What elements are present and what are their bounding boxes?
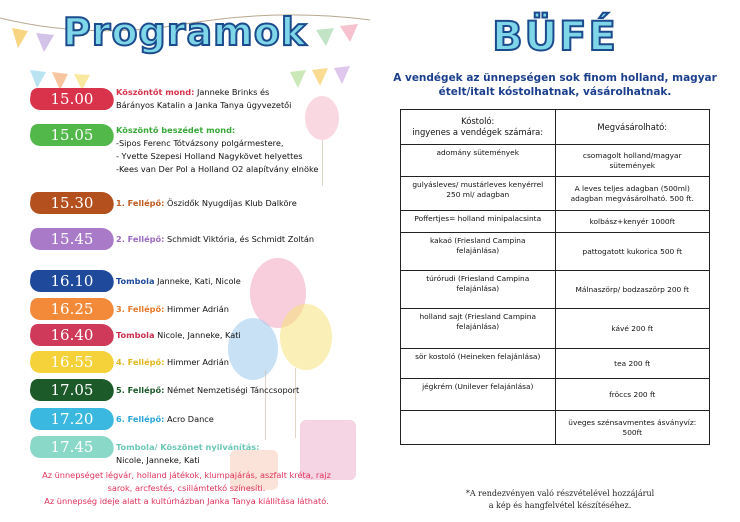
schedule-detail: Janneke Brinks és: [194, 87, 270, 97]
schedule-detail: Öszidők Nyugdíjas Klub Dalköre: [164, 198, 297, 208]
schedule-detail: Himmer Adrián: [164, 357, 229, 367]
schedule-text: [116, 356, 229, 369]
schedule-text: [116, 441, 259, 467]
buffet-subtitle: [390, 71, 720, 99]
table-row: [401, 211, 710, 233]
balloon-string: [295, 368, 296, 438]
time-badge: [28, 324, 115, 346]
schedule-label: 6. Fellépő:: [116, 414, 165, 424]
schedule-detail: -Kees van Der Pol a Holland O2 alapítvány elnöke: [116, 164, 319, 174]
purchasable-cell: fröccs 200 ft: [555, 379, 710, 411]
tasting-cell: túrórudi (Friesland Campina felajánlása): [401, 271, 556, 309]
time-badge: [28, 298, 115, 320]
schedule-label: Tombola/ Köszönet nyilvánítás:: [116, 442, 260, 452]
tasting-cell: [401, 411, 556, 445]
table-row: [401, 145, 710, 177]
time-badge: [28, 192, 115, 214]
time-badge: [28, 228, 115, 250]
footnote-line: *A rendezvényen való részvételével hozzájárul: [465, 489, 655, 498]
purchasable-cell: pattogatott kukorica 500 ft: [555, 233, 710, 271]
balloon-decoration: [280, 304, 332, 370]
schedule-detail: -Sipos Ferenc Tótvázsony polgármestere,: [116, 138, 284, 148]
time-label: 16.10: [50, 272, 94, 290]
purchasable-cell: tea 200 ft: [555, 349, 710, 379]
table-row: [401, 379, 710, 411]
purchasable-cell: csomagolt holland/magyar sütemények: [555, 145, 710, 177]
schedule-label: 3. Fellépő:: [116, 304, 165, 314]
schedule-label: Tombola: [116, 276, 155, 286]
purchasable-cell: kolbász+kenyér 1000ft: [555, 211, 710, 233]
balloon-string: [322, 140, 323, 186]
time-badge: [28, 379, 115, 401]
schedule-detail: Nicole, Janneke, Kati: [116, 455, 200, 465]
schedule-label: Köszöntőt mond:: [116, 87, 195, 97]
schedule-detail: Nicole, Janneke, Kati: [154, 330, 241, 340]
balloon-decoration: [228, 318, 278, 380]
schedule-label: Köszöntő beszédet mond:: [116, 125, 236, 135]
note-line: sarok, arcfestés, csillámtetkó színesíti.: [107, 483, 266, 493]
schedule-detail: Acro Dance: [164, 414, 214, 424]
time-label: 15.00: [50, 90, 94, 108]
schedule-detail: Schmidt Viktória, és Schmidt Zoltán: [164, 234, 315, 244]
schedule-text: [116, 86, 291, 112]
time-label: 17.20: [50, 410, 94, 428]
time-label: 17.05: [50, 381, 94, 399]
schedule-label: 2. Fellépő:: [116, 234, 165, 244]
time-badge: [28, 351, 115, 373]
purchasable-cell: üveges szénsavmentes ásványvíz: 500ft: [555, 411, 710, 445]
time-label: 15.45: [50, 230, 94, 248]
table-header-row: [401, 110, 710, 145]
table-row: [401, 349, 710, 379]
table-row: [401, 309, 710, 349]
time-label: 15.30: [50, 194, 94, 212]
tasting-cell: kakaó (Friesland Campina felajánlása): [401, 233, 556, 271]
schedule-detail: Német Nemzetiségi Tánccsoport: [164, 385, 300, 395]
time-badge: [28, 124, 115, 146]
time-label: 16.25: [50, 300, 94, 318]
time-badge: [28, 408, 115, 430]
schedule-text: [116, 413, 214, 426]
table-row: [401, 233, 710, 271]
note-line: Az ünnepség ideje alatt a kultúrházban Janka Tanya kiállítása látható.: [44, 496, 329, 506]
schedule-label: 5. Fellépő:: [116, 385, 165, 395]
schedule-text: [116, 233, 314, 246]
buffet-table: [400, 109, 710, 445]
time-label: 16.40: [50, 326, 94, 344]
schedule-text: [116, 303, 229, 316]
footnote-line: a kép és hangfelvétel készítéséhez.: [488, 501, 632, 510]
tasting-cell: gulyásleves/ mustárleves kenyérrel 250 ml/ adagban: [401, 177, 556, 211]
time-label: 15.05: [50, 126, 94, 144]
schedule-detail: Janneke, Kati, Nicole: [154, 276, 241, 286]
purchasable-cell: kávé 200 ft: [555, 309, 710, 349]
tasting-cell: adomány sütemények: [401, 145, 556, 177]
table-row: [401, 177, 710, 211]
tasting-cell: holland sajt (Friesland Campina felajánlása): [401, 309, 556, 349]
subtitle-line: ételt/italt kóstolhatnak, vásárolhatnak.: [438, 86, 672, 98]
tasting-cell: Poffertjes= holland minipalacsinta: [401, 211, 556, 233]
balloon-string: [265, 370, 266, 440]
schedule-label: 1. Fellépő:: [116, 198, 165, 208]
purchasable-cell: A leves teljes adagban (500ml) adagban megvásárolható. 500 ft.: [555, 177, 710, 211]
subtitle-line: A vendégek az ünnepségen sok finom holland, magyar: [393, 72, 717, 84]
footnote: [410, 488, 710, 512]
time-label: 17.45: [50, 438, 94, 456]
schedule-detail: Bárányos Katalin a Janka Tanya ügyvezetői: [116, 100, 292, 110]
purchasable-cell: Málnaszörp/ bodzaszörp 200 ft: [555, 271, 710, 309]
schedule-label: Tombola: [116, 330, 155, 340]
schedule-text: [116, 384, 299, 397]
schedule-text: [116, 124, 318, 176]
time-badge: [28, 270, 115, 292]
table-row: [401, 411, 710, 445]
schedule-detail: - Yvette Szepesi Holland Nagykövet helyettes: [116, 151, 303, 161]
schedule-label: 4. Fellépő:: [116, 357, 165, 367]
program-title: Programok: [62, 10, 308, 54]
schedule-detail: Himmer Adrián: [164, 304, 229, 314]
time-badge: [28, 88, 115, 110]
schedule-text: [116, 275, 241, 288]
column-header-tasting: Kóstoló: ingyenes a vendégek számára:: [401, 110, 556, 145]
table-row: [401, 271, 710, 309]
schedule-text: [116, 197, 297, 210]
note-line: Az ünnepséget légvár, holland játékok, klumpajárás, aszfalt kréta, rajz: [42, 470, 331, 480]
time-label: 16.55: [50, 353, 94, 371]
tasting-cell: jégkrém (Unilever felajánlása): [401, 379, 556, 411]
buffet-page: [370, 0, 740, 522]
tasting-cell: sör kostoló (Heineken felajánlása): [401, 349, 556, 379]
column-header-purchasable: Megvásárolható:: [555, 110, 710, 145]
schedule-text: [116, 329, 241, 342]
time-badge: [28, 436, 115, 458]
buffet-title: BÜFÉ: [492, 14, 618, 60]
